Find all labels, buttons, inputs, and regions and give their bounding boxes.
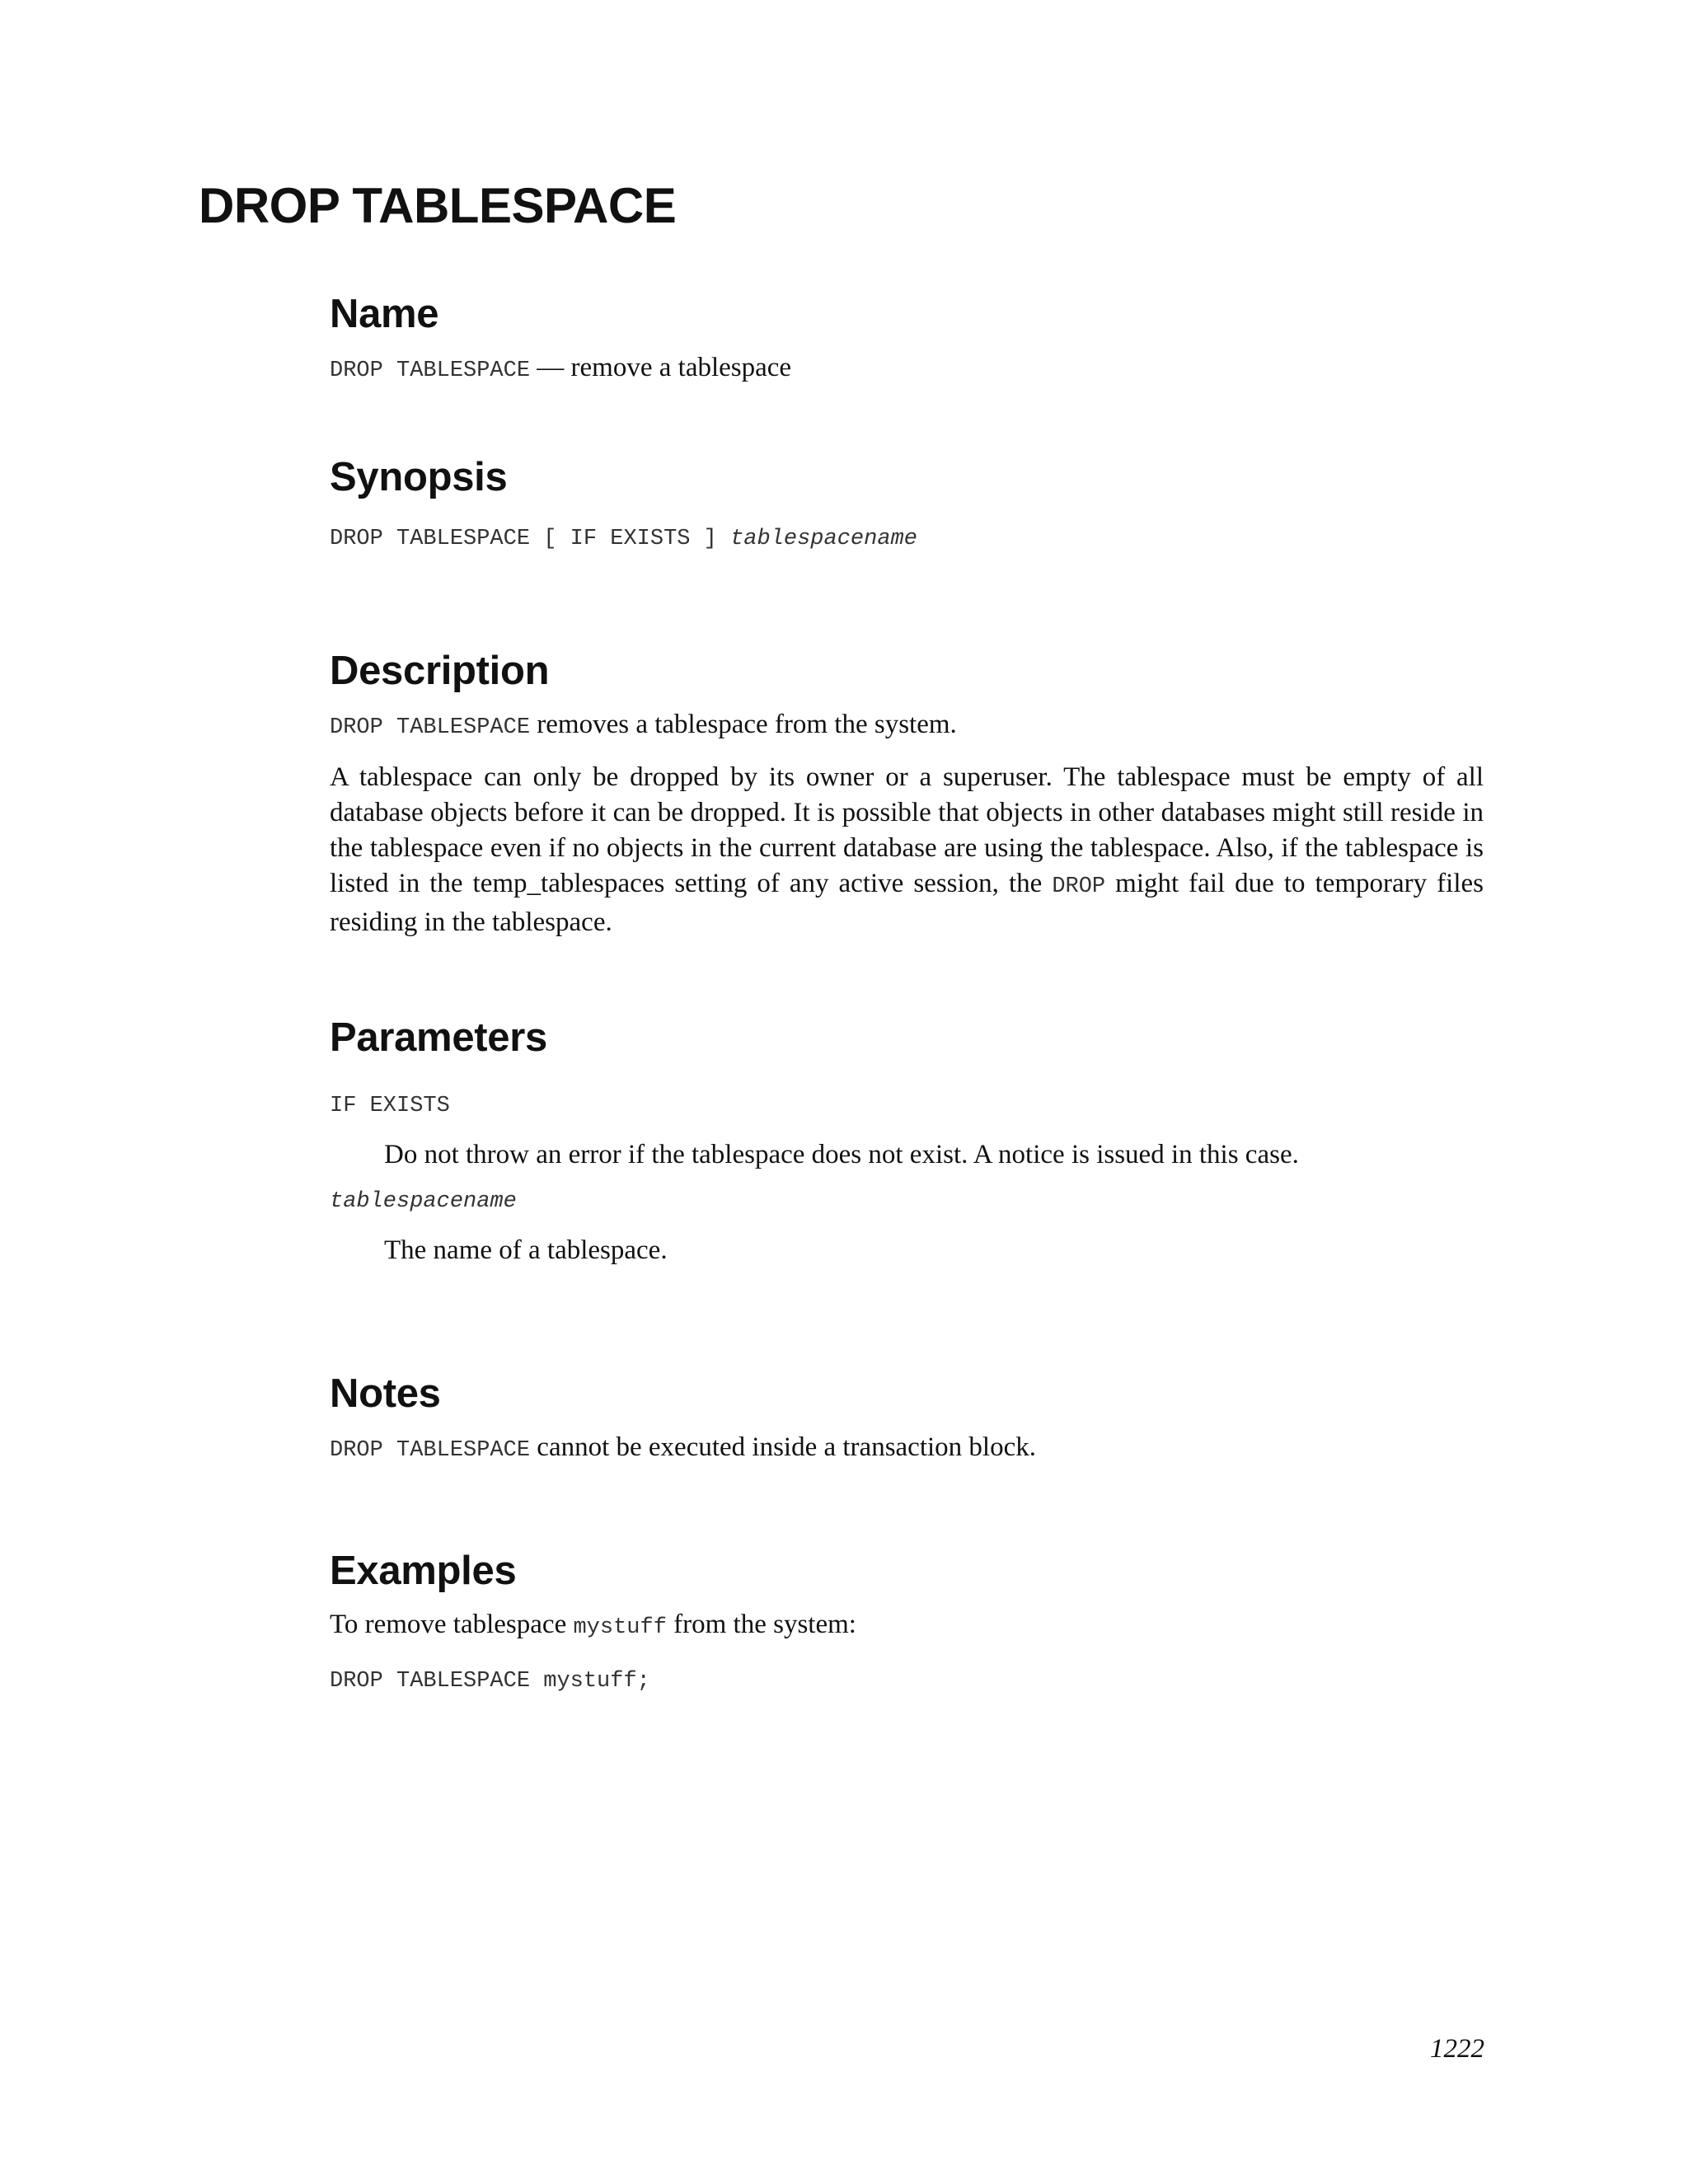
description-section <box>330 649 1484 940</box>
parameter-list <box>330 1089 1484 1268</box>
synopsis-command: DROP TABLESPACE [ IF EXISTS ] <box>330 526 731 551</box>
description-command: DROP TABLESPACE <box>330 715 531 740</box>
name-section <box>330 293 1484 389</box>
parameter-definition: The name of a tablespace. <box>384 1235 668 1265</box>
examples-code-block: DROP TABLESPACE mystuff; <box>330 1668 650 1694</box>
name-summary: — remove a tablespace <box>530 352 792 382</box>
parameter-definition: Do not throw an error if the tablespace does not exist. A notice is issued in this case. <box>384 1139 1299 1169</box>
parameter-term: IF EXISTS <box>330 1093 450 1118</box>
description-para-1: DROP TABLESPACE removes a tablespace from the system. <box>330 709 957 740</box>
page-title: DROP TABLESPACE <box>199 178 677 233</box>
description-para-2: A tablespace can only be dropped by its owner or a superuser. The tablespace must be empty of all database objects before it can be dropped. It is possible that objects in other databases might still reside in the tablespace even if no objects in the current database are using the tablespace. Also, if the tablespace is listed in the temp_tablespaces setting of any active session, the DROP might fail due to temporary files residing in the tablespace. <box>330 762 1484 937</box>
notes-section <box>330 1372 1484 1469</box>
examples-inline-code: mystuff <box>573 1615 667 1640</box>
notes-text: DROP TABLESPACE cannot be executed inside a transaction block. <box>330 1432 1036 1463</box>
notes-heading: Notes <box>330 1371 441 1416</box>
description-drop-code: DROP <box>1052 874 1106 899</box>
parameters-section <box>330 1016 1484 1268</box>
notes-command: DROP TABLESPACE <box>330 1437 531 1463</box>
synopsis-param: tablespacename <box>730 526 917 551</box>
name-heading: Name <box>330 292 439 336</box>
synopsis-section <box>330 456 1484 557</box>
page-number: 1222 <box>1430 2034 1484 2064</box>
synopsis-heading: Synopsis <box>330 455 508 499</box>
synopsis-code <box>330 518 1484 557</box>
name-command: DROP TABLESPACE <box>330 358 531 383</box>
examples-section <box>330 1549 1484 1699</box>
parameters-heading: Parameters <box>330 1015 547 1060</box>
examples-heading: Examples <box>330 1549 517 1593</box>
parameter-term: tablespacename <box>330 1188 517 1214</box>
examples-intro: To remove tablespace mystuff from the system: <box>330 1609 856 1640</box>
name-line <box>330 350 1484 389</box>
description-heading: Description <box>330 649 550 693</box>
